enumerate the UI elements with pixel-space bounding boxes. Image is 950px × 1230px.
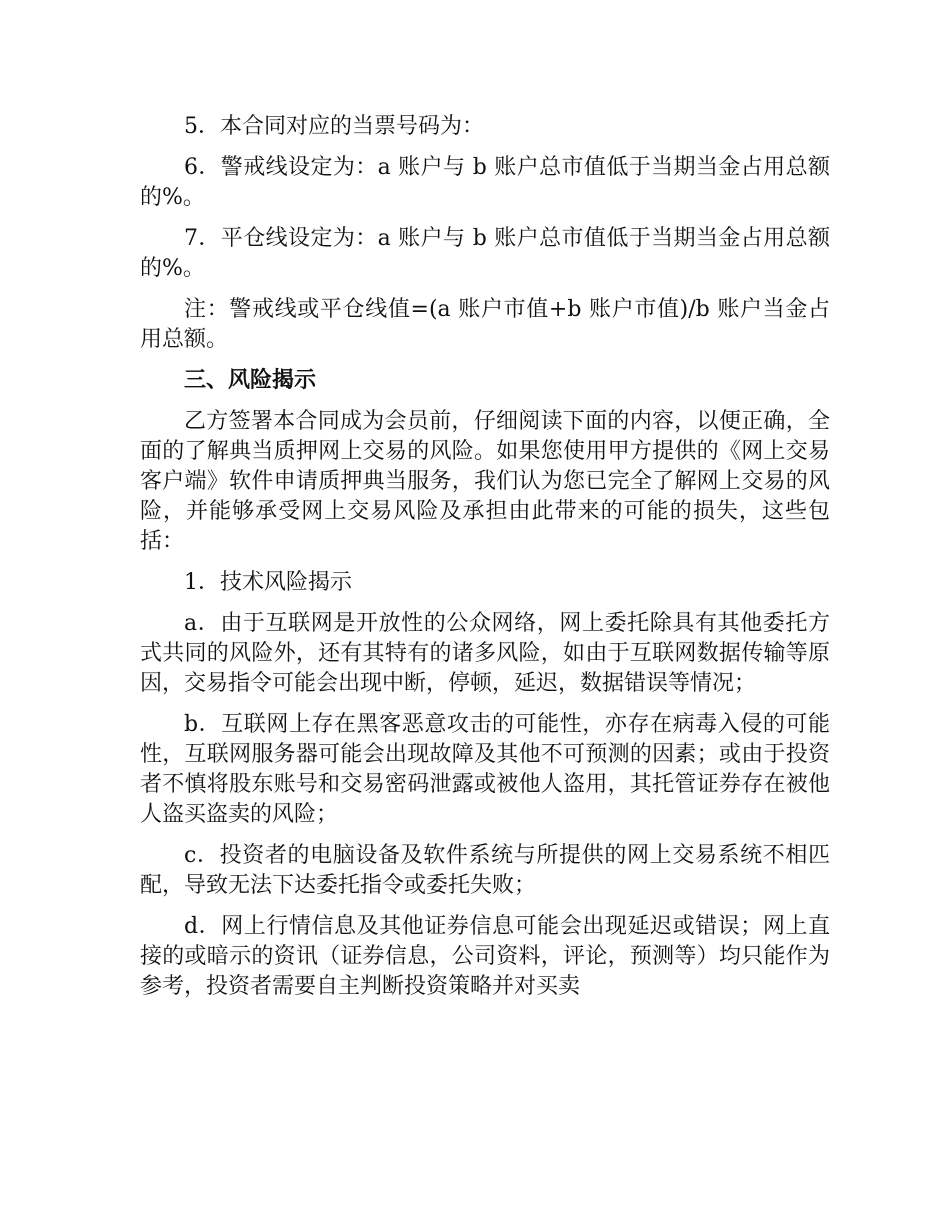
clause-6-warning-line: 6．警戒线设定为：a 账户与 b 账户总市值低于当期当金占用总额的%。	[140, 155, 830, 210]
section-heading-risk-disclosure: 三、风险揭示	[184, 368, 317, 393]
risk-item-a: a．由于互联网是开放性的公众网络，网上委托除具有其他委托方式共同的风险外，还有其特有的诸多风险，如由于互联网数据传输等原因，交易指令可能会出现中断，停顿，延迟，数据错误等情况；	[140, 611, 830, 696]
risk-item-b: b．互联网上存在黑客恶意攻击的可能性，亦存在病毒入侵的可能性，互联网服务器可能会出现故障及其他不可预测的因素；或由于投资者不慎将股东账号和交易密码泄露或被他人盗用，其托管证券存在被他人盗买盗卖的风险；	[140, 712, 830, 827]
risk-item-c: c．投资者的电脑设备及软件系统与所提供的网上交易系统不相匹配，导致无法下达委托指令或委托失败；	[140, 843, 830, 898]
risk-item-d: d．网上行情信息及其他证券信息可能会出现延迟或错误；网上直接的或暗示的资讯（证券信息，公司资料，评论，预测等）均只能作为参考，投资者需要自主判断投资策略并对买卖	[140, 914, 830, 999]
clause-5-pawn-ticket-number: 5．本合同对应的当票号码为：	[184, 114, 484, 139]
document-page	[140, 112, 830, 1013]
subheading-technical-risk: 1．技术风险揭示	[184, 570, 352, 595]
note-formula: 注：警戒线或平仓线值=(a 账户市值+b 账户市值)/b 账户当金占用总额。	[140, 297, 830, 352]
clause-7-liquidation-line: 7．平仓线设定为：a 账户与 b 账户总市值低于当期当金占用总额的%。	[140, 226, 830, 281]
risk-intro-paragraph: 乙方签署本合同成为会员前，仔细阅读下面的内容，以便正确，全面的了解典当质押网上交易的风险。如果您使用甲方提供的《网上交易客户端》软件申请质押典当服务，我们认为您已完全了解网上交易的风险，并能够承受网上交易风险及承担由此带来的可能的损失，这些包括：	[140, 409, 830, 554]
